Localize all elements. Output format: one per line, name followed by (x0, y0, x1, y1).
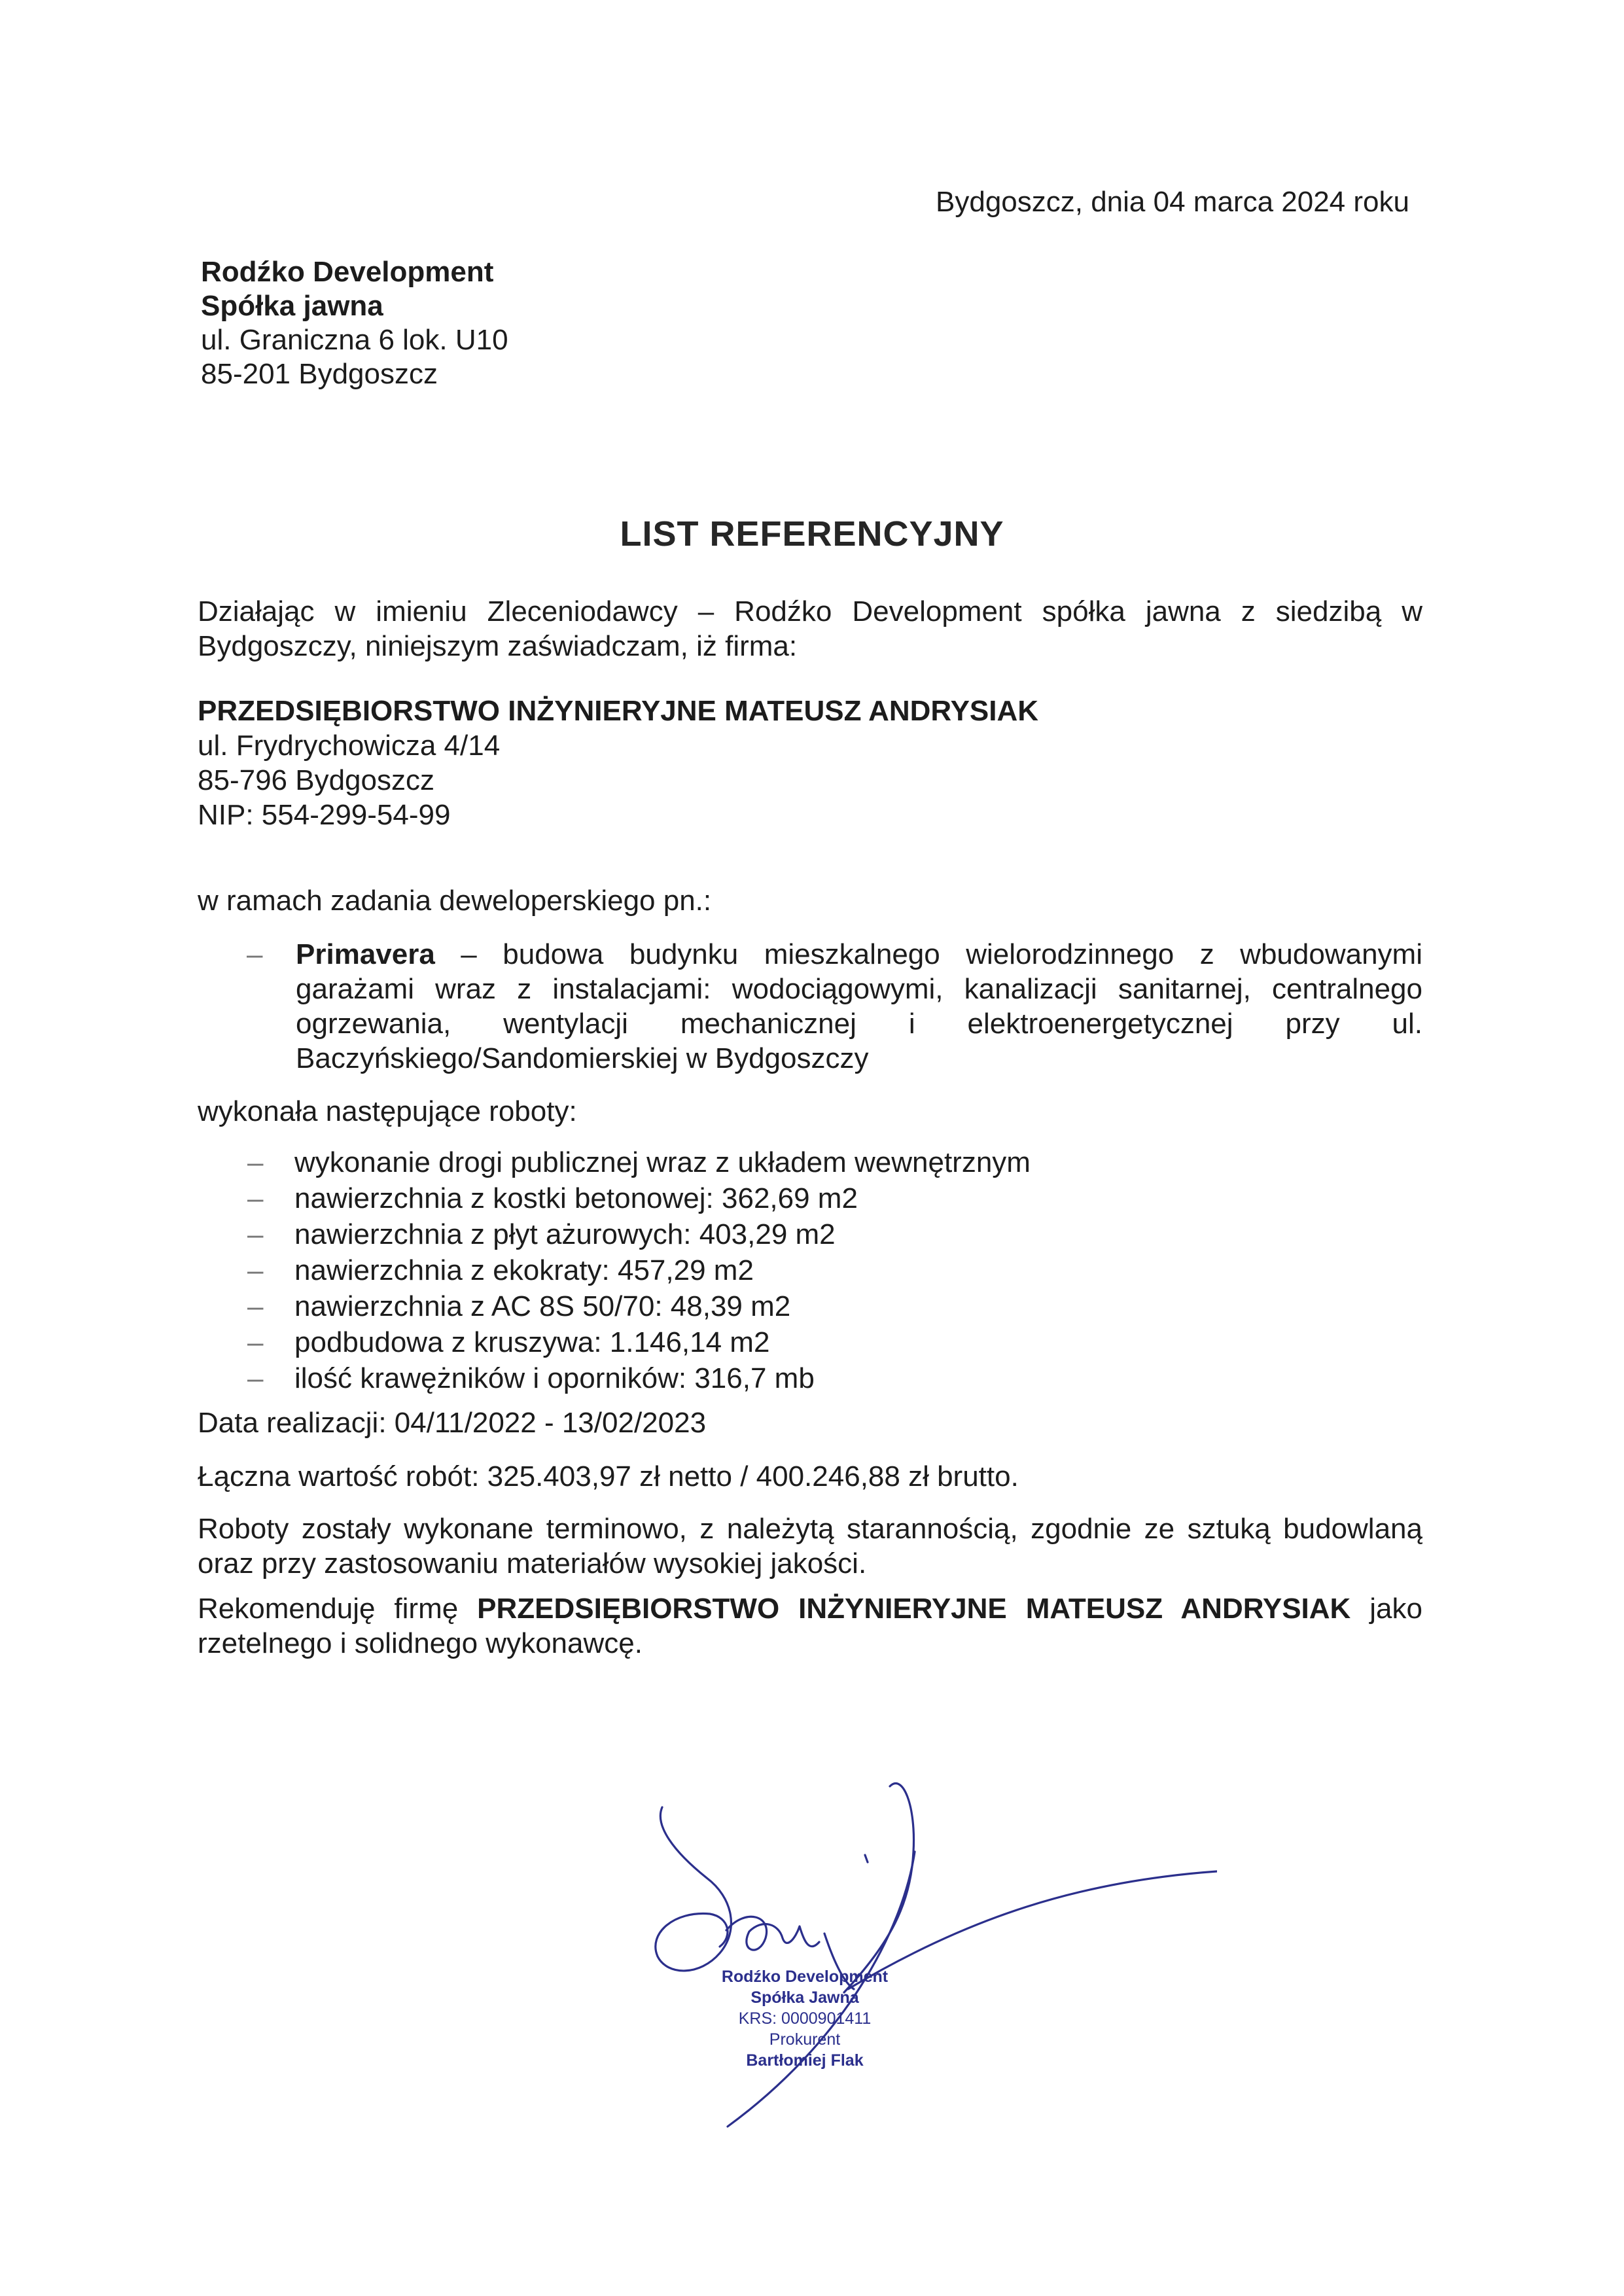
bullet-dash: – (247, 1326, 264, 1358)
work-text: ilość krawężników i oporników: 316,7 mb (294, 1362, 815, 1394)
bullet-dash: – (247, 1254, 264, 1286)
recommended-company: PRZEDSIĘBIORSTWO INŻYNIERYJNE MATEUSZ ANDRYSIAK (477, 1593, 1351, 1625)
sender-city: 85-201 Bydgoszcz (201, 358, 438, 390)
stamp-line: Spółka Jawna (750, 1988, 859, 2007)
bullet-dash: – (247, 1290, 264, 1322)
signature-dot-stroke (865, 1855, 868, 1862)
bullet-dash: – (247, 938, 263, 970)
realization-period: Data realizacji: 04/11/2022 - 13/02/2023 (198, 1407, 707, 1439)
total-value: Łączna wartość robót: 325.403,97 zł netto / 400.246,88 zł brutto. (198, 1460, 1019, 1492)
work-text: podbudowa z kruszywa: 1.146,14 m2 (294, 1326, 770, 1358)
bullet-dash: – (247, 1146, 264, 1178)
contractor-city: 85-796 Bydgoszcz (198, 764, 434, 796)
sender-legal-form: Spółka jawna (201, 290, 383, 322)
list-item (247, 1217, 1031, 1253)
contractor-nip: NIP: 554-299-54-99 (198, 799, 451, 831)
project-name: Primavera (296, 938, 435, 970)
contractor-street: ul. Frydrychowicza 4/14 (198, 730, 501, 762)
list-item (247, 1181, 1031, 1217)
list-item (247, 1325, 1031, 1361)
document-title: LIST REFERENCYJNY (620, 514, 1004, 554)
stamp-line: Prokurent (769, 2030, 841, 2049)
project-description (296, 937, 1422, 1076)
contractor-block (198, 694, 1038, 832)
work-text: nawierzchnia z AC 8S 50/70: 48,39 m2 (294, 1290, 791, 1322)
intro-paragraph: Działając w imieniu Zleceniodawcy – Rodźko Development spółka jawna z siedzibą w Bydgoszczy, niniejszym zaświadczam, iż firma: (198, 595, 1422, 662)
signature-letters-stroke (726, 1916, 819, 1950)
recommendation-suffix: jako rzetelnego i solidnego wykonawcę. (198, 1593, 1422, 1659)
signature-tall-stroke (844, 1784, 914, 1992)
work-text: nawierzchnia z płyt ażurowych: 403,29 m2 (294, 1218, 836, 1250)
stamp-line: Bartłomiej Flak (746, 2051, 864, 2070)
recommendation-prefix: Rekomenduję firmę (198, 1593, 478, 1625)
works-label: wykonała następujące roboty: (198, 1095, 577, 1127)
company-stamp (713, 1966, 896, 2071)
project-item (249, 937, 1422, 1076)
scope-label: w ramach zadania deweloperskiego pn.: (198, 885, 712, 917)
quality-paragraph: Roboty zostały wykonane terminowo, z należytą starannością, zgodnie ze sztuką budowlaną oraz przy zastosowaniu materiałów wysokiej jakości. (198, 1513, 1422, 1580)
bullet-dash: – (247, 1362, 264, 1394)
signature-loop-stroke (656, 1807, 732, 1971)
list-item (247, 1145, 1031, 1181)
stamp-line: Rodźko Development (721, 1968, 889, 1986)
works-list (247, 1145, 1031, 1397)
recommendation-paragraph (198, 1591, 1422, 1661)
list-item (247, 1253, 1031, 1289)
place-date: Bydgoszcz, dnia 04 marca 2024 roku (936, 186, 1409, 218)
contractor-name: PRZEDSIĘBIORSTWO INŻYNIERYJNE MATEUSZ ANDRYSIAK (198, 695, 1039, 727)
signature-flourish-stroke (848, 1871, 1217, 1989)
sender-block (201, 255, 508, 391)
sender-name: Rodźko Development (201, 256, 494, 288)
work-text: nawierzchnia z kostki betonowej: 362,69 m2 (294, 1182, 858, 1214)
list-item (247, 1361, 1031, 1397)
work-text: wykonanie drogi publicznej wraz z układem wewnętrznym (294, 1146, 1031, 1178)
stamp-line: KRS: 0000901411 (738, 2009, 872, 2028)
sender-street: ul. Graniczna 6 lok. U10 (201, 324, 508, 356)
bullet-dash: – (247, 1218, 264, 1250)
project-text: – budowa budynku mieszkalnego wielorodzinnego z wbudowanymi garażami wraz z instalacjami: wodociągowymi, kanalizacji sanitarnej, centralnego ogrzewania, wentylacji mechanicznej i elektroenergetycznej przy ul. Baczyńskiego/Sandomierskiej w Bydgoszczy (296, 938, 1422, 1074)
work-text: nawierzchnia z ekokraty: 457,29 m2 (294, 1254, 754, 1286)
handwritten-signature (628, 1767, 1217, 2159)
bullet-dash: – (247, 1182, 264, 1214)
list-item (247, 1289, 1031, 1325)
